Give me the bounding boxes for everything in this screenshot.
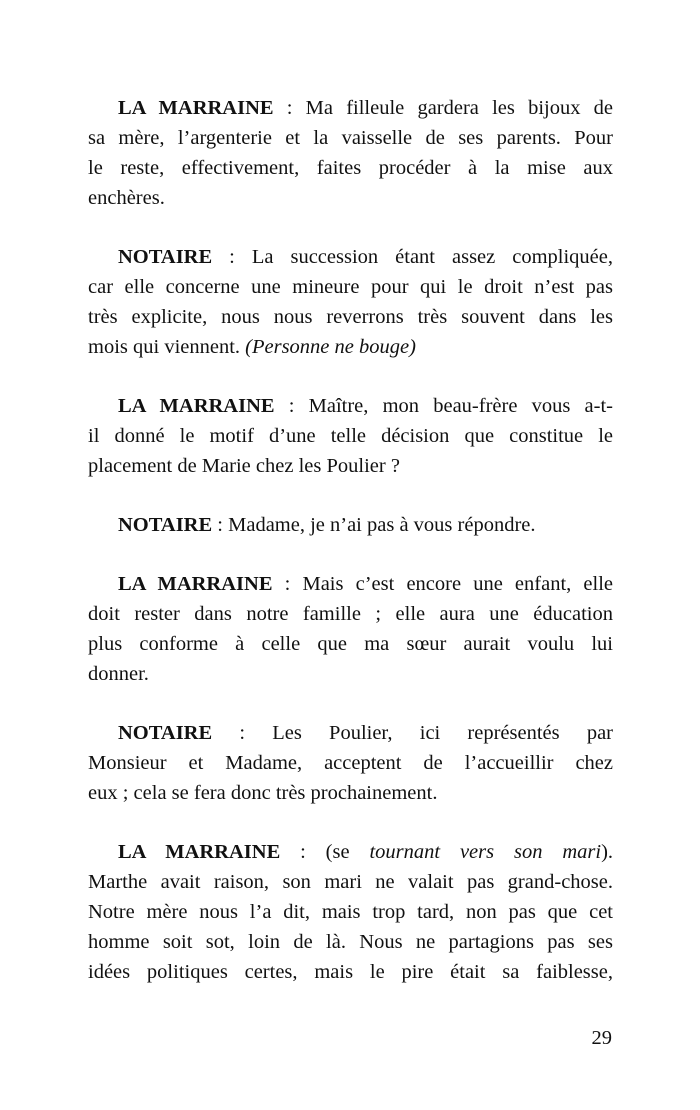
text-line (88, 659, 613, 689)
dialogue-text: sa mère, l’argenterie et la vaisselle de ses parents. Pour (88, 127, 613, 149)
dialogue-text: : Les Poulier, ici représentés par (212, 722, 613, 744)
stage-direction: (Personne ne bouge) (245, 336, 416, 358)
text-line (88, 867, 613, 897)
dialogue-text: doit rester dans notre famille ; elle aura une éducation (88, 603, 613, 625)
dialogue-text: Marthe avait raison, son mari ne valait pas grand-chose. (88, 871, 613, 893)
dialogue-text: car elle concerne une mineure pour qui le droit n’est pas (88, 276, 613, 298)
dialogue-paragraph (88, 391, 613, 481)
speaker-name: LA MARRAINE (118, 573, 273, 595)
text-line (88, 183, 613, 213)
dialogue-text: : Mais c’est encore une enfant, elle (272, 573, 613, 595)
text-line (88, 123, 613, 153)
page-number: 29 (591, 1027, 612, 1049)
text-line (88, 599, 613, 629)
stage-direction: tournant vers son mari (369, 841, 602, 863)
speaker-name: LA MARRAINE (118, 97, 274, 119)
dialogue-text: enchères. (88, 187, 165, 209)
dialogue-text: il donné le motif d’une telle décision que constitue le (88, 425, 613, 447)
text-line (88, 272, 613, 302)
dialogue-text: : Ma filleule gardera les bijoux de (273, 97, 613, 119)
text-line (88, 718, 613, 748)
dialogue-text: : (se (280, 841, 370, 863)
dialogue-text: donner. (88, 663, 149, 685)
speaker-name: NOTAIRE (118, 246, 213, 268)
dialogue-text: placement de Marie chez les Poulier ? (88, 455, 400, 477)
dialogue-text: mois qui viennent. (88, 336, 246, 358)
page-body (88, 93, 613, 987)
speaker-name: LA MARRAINE (118, 395, 275, 417)
text-line (88, 897, 613, 927)
text-line (88, 629, 613, 659)
dialogue-text: : Maître, mon beau-frère vous a-t- (274, 395, 613, 417)
dialogue-text: eux ; cela se fera donc très prochainement. (88, 782, 438, 804)
text-line (88, 957, 613, 987)
dialogue-paragraph (88, 718, 613, 808)
text-line (88, 569, 613, 599)
speaker-name: LA MARRAINE (118, 841, 281, 863)
dialogue-paragraph (88, 569, 613, 689)
text-line (88, 93, 613, 123)
text-line (88, 451, 613, 481)
dialogue-text: Monsieur et Madame, acceptent de l’accueillir chez (88, 752, 613, 774)
dialogue-text: Notre mère nous l’a dit, mais trop tard, non pas que cet (88, 901, 613, 923)
dialogue-paragraph (88, 93, 613, 213)
dialogue-paragraph (88, 242, 613, 362)
dialogue-text: le reste, effectivement, faites procéder à la mise aux (88, 157, 613, 179)
text-line (88, 778, 613, 808)
text-line (88, 927, 613, 957)
dialogue-text: très explicite, nous nous reverrons très souvent dans les (88, 306, 613, 328)
text-line (88, 391, 613, 421)
dialogue-text: ). (601, 841, 614, 863)
text-line (88, 242, 613, 272)
text-line (88, 332, 613, 362)
dialogue-text: homme soit sot, loin de là. Nous ne partagions pas ses (88, 931, 613, 953)
dialogue-text: : La succession étant assez compliquée, (212, 246, 613, 268)
text-line (88, 153, 613, 183)
text-line (88, 302, 613, 332)
dialogue-text: plus conforme à celle que ma sœur aurait voulu lui (88, 633, 613, 655)
speaker-name: NOTAIRE (118, 514, 213, 536)
speaker-name: NOTAIRE (118, 722, 213, 744)
dialogue-text: : Madame, je n’ai pas à vous répondre. (212, 514, 536, 536)
text-line (88, 510, 613, 540)
dialogue-paragraph (88, 510, 613, 540)
dialogue-paragraph (88, 837, 613, 987)
text-line (88, 748, 613, 778)
text-line (88, 837, 613, 867)
dialogue-text: idées politiques certes, mais le pire était sa faiblesse, (88, 961, 613, 983)
text-line (88, 421, 613, 451)
